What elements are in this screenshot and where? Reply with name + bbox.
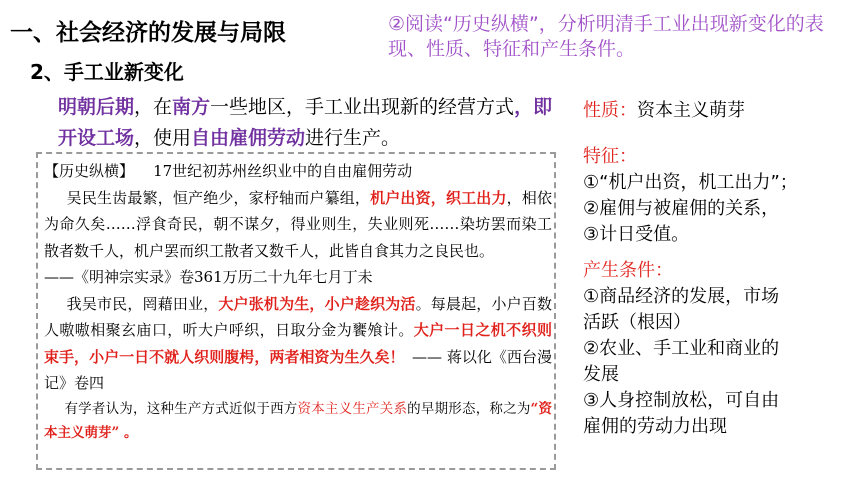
condition-item: 发展 bbox=[583, 364, 619, 385]
page-title: 一、社会经济的发展与局限 bbox=[10, 20, 286, 46]
condition-item: 活跃（根因） bbox=[583, 312, 691, 333]
intro-time: 明朝后期 bbox=[58, 96, 135, 118]
box-heading: 【历史纵横】 17世纪初苏州丝织业中的自由雇佣劳动 bbox=[44, 162, 413, 180]
features-label: 特征： bbox=[583, 146, 637, 167]
source-paragraph-2: 我吴市民，罔藉田业，大户张机为生，小户趁织为活。每晨起，小户百数人嗷嗷相聚玄庙口，听大户呼织，日取分金为饔飧计。大户一日之机不织则束手，小户一日不就人织则腹枵，两者相资为生久矣！ —— 蒋以化《西台漫记》卷四 bbox=[44, 294, 552, 392]
source-paragraph-1: 吴民生齿最繁，恒产绝少，家杼轴而户纂组，机户出资，织工出力，相依为命久矣……浮食奇民，朝不谋夕，得业则生，失业则死……染坊罢而染工散者数千人，机户罢而织工散者又数千人，此皆自食其力之良民也。 bbox=[44, 188, 552, 260]
task-prompt: ②阅读“历史纵横”，分析明清手工业出现新变化的表现、性质、特征和产生条件。 bbox=[388, 13, 824, 60]
history-source-content bbox=[44, 158, 552, 445]
nature-label: 性质： bbox=[583, 100, 637, 121]
feature-item: ②雇佣与被雇佣的关系， bbox=[583, 198, 780, 219]
intro-highlight: ，即开设工场 bbox=[58, 96, 553, 149]
highlight-text: 大户张机为生，小户趁织为活 bbox=[218, 294, 416, 313]
highlight-text: 资本主义生产关系 bbox=[297, 400, 408, 417]
conditions-label: 产生条件： bbox=[583, 260, 673, 281]
conditions-block bbox=[583, 258, 853, 440]
condition-item: ③人身控制放松，可自由 bbox=[583, 390, 780, 411]
source-paragraph-3: 有学者认为，这种生产方式近似于西方资本主义生产关系的早期形态，称之为“资本主义萌芽” 。 bbox=[44, 400, 553, 441]
highlight-text: “资本主义萌芽” bbox=[44, 400, 553, 441]
condition-item: ①商品经济的发展，市场 bbox=[583, 286, 780, 307]
source-citation-1: ——《明神宗实录》卷361万历二十九年七月丁未 bbox=[44, 268, 373, 286]
intro-region: 南方 bbox=[172, 96, 211, 118]
intro-text: ，在 bbox=[134, 96, 173, 118]
source-citation-2: —— 蒋以化《西台漫记》卷四 bbox=[44, 347, 552, 392]
intro-text: ，使用 bbox=[134, 127, 192, 149]
intro-highlight: 自由雇佣劳动 bbox=[191, 127, 306, 149]
intro-text: 进行生产。 bbox=[305, 127, 401, 149]
highlight-text: 大户一日之机不织则束手，小户一日不就人织则腹枵，两者相资为生久矣！ bbox=[44, 321, 552, 366]
intro-text: 一些地区，手工业出现新的经营方式 bbox=[210, 96, 515, 118]
features-block bbox=[583, 144, 853, 248]
nature-block bbox=[583, 98, 853, 124]
feature-item: ③计日受值。 bbox=[583, 224, 690, 245]
feature-item: ①“机户出资，机工出力”； bbox=[583, 172, 798, 193]
condition-item: ②农业、手工业和商业的 bbox=[583, 338, 780, 359]
intro-paragraph bbox=[58, 92, 568, 154]
highlight-text: 机户出资，织工出力 bbox=[370, 188, 507, 207]
nature-value: 资本主义萌芽 bbox=[637, 100, 745, 121]
condition-item: 雇佣的劳动力出现 bbox=[583, 416, 727, 437]
section-subtitle: 2、手工业新变化 bbox=[30, 60, 184, 84]
